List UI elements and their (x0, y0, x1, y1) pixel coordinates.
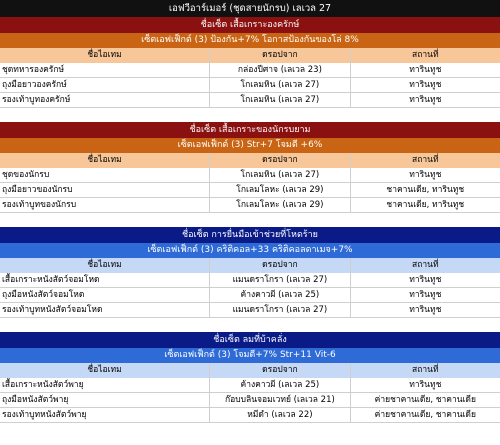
column-header-item: ชื่อไอเทม (87, 50, 122, 60)
item-location: ทารินทูช (350, 273, 500, 287)
item-name: ถุงมือยาวองครักษ์ (2, 80, 67, 90)
set-bonus-banner (0, 138, 500, 153)
item-location: ทารินทูช (350, 378, 500, 392)
page-title (0, 0, 500, 17)
set-name: ชื่อเซ็ต เสื้อเกราะของนักรบยาม (189, 125, 311, 135)
column-header-source: ดรอปจาก (209, 48, 349, 63)
set-name: ชื่อเซ็ต การยื่นมือเข้าช่วยที่โหดร้าย (182, 230, 318, 240)
column-header-row (0, 153, 500, 168)
table-row (0, 63, 500, 78)
set-bonus-banner (0, 348, 500, 363)
set-bonus: เซ็ตเอฟเฟ็กต์ (3) โจมตี+7% Str+11 Vit-6 (164, 350, 336, 360)
section-spacer (0, 108, 500, 122)
set-bonus: เซ็ตเอฟเฟ็กต์ (3) Str+7 โจมตี +6% (177, 140, 323, 150)
table-row (0, 378, 500, 393)
set-section-3 (0, 227, 500, 318)
table-row (0, 273, 500, 288)
set-bonus-banner (0, 243, 500, 258)
item-source: โกเลมหิน (เลเวล 27) (209, 78, 349, 92)
column-header-item: ชื่อไอเทม (87, 260, 122, 270)
item-source: หมีดำ (เลเวล 22) (209, 408, 349, 422)
item-name: รองเท้าบูทของนักรบ (2, 200, 77, 210)
table-row (0, 303, 500, 318)
item-location: ค่ายชาคานเดีย, ชาคานเดีย (350, 408, 500, 422)
item-location: ทารินทูช (350, 93, 500, 107)
item-name: ถุงมือยาวของนักรบ (2, 185, 73, 195)
column-header-source: ดรอปจาก (209, 153, 349, 168)
column-header-location: สถานที่ (350, 258, 500, 273)
set-bonus-banner (0, 33, 500, 48)
set-name-banner (0, 227, 500, 243)
item-source: ค้างคาวผี (เลเวล 25) (209, 378, 349, 392)
item-name: ชุดของนักรบ (2, 170, 50, 180)
column-header-item: ชื่อไอเทม (87, 155, 122, 165)
table-row (0, 93, 500, 108)
set-bonus: เซ็ตเอฟเฟ็กต์ (3) ป้องกัน+7% โอกาสป้องกันของโล่ 8% (141, 35, 359, 45)
set-name: ชื่อเซ็ต เสื้อเกราะองครักษ์ (200, 20, 300, 30)
table-row (0, 78, 500, 93)
item-source: ค้างคาวผี (เลเวล 25) (209, 288, 349, 302)
item-source: โกเลมโลหะ (เลเวล 29) (209, 198, 349, 212)
column-header-row (0, 363, 500, 378)
item-location: ทารินทูช (350, 63, 500, 77)
section-spacer (0, 318, 500, 332)
column-header-source: ดรอปจาก (209, 363, 349, 378)
set-section-1 (0, 17, 500, 108)
table-row (0, 408, 500, 423)
set-name-banner (0, 332, 500, 348)
item-source: แมนดราโกรา (เลเวล 27) (209, 273, 349, 287)
item-location: ค่ายชาคานเดีย, ชาคานเดีย (350, 393, 500, 407)
column-header-location: สถานที่ (350, 363, 500, 378)
set-name-banner (0, 122, 500, 138)
item-name: ถุงมือหนังสัตว์จอมโหด (2, 290, 85, 300)
item-name: เสื้อเกราะหนังสัตว์จอมโหด (2, 275, 100, 285)
item-source: โกเลมหิน (เลเวล 27) (209, 93, 349, 107)
column-header-item: ชื่อไอเทม (87, 365, 122, 375)
item-source: โกเลมหิน (เลเวล 27) (209, 168, 349, 182)
item-name: รองเท้าบูทหนังสัตว์จอมโหด (2, 305, 103, 315)
page-title-text: เอฟวีอาร์เมอร์ (ชุดสายนักรบ) เลเวล 27 (168, 3, 332, 14)
column-header-location: สถานที่ (350, 48, 500, 63)
column-header-source: ดรอปจาก (209, 258, 349, 273)
set-name: ชื่อเซ็ต ลมที่บ้าคลั่ง (213, 335, 287, 345)
column-header-row (0, 48, 500, 63)
item-name: ชุดทหารองครักษ์ (2, 65, 65, 75)
item-name: เสื้อเกราะหนังสัตว์พายุ (2, 380, 84, 390)
item-name: รองเท้าบูทองครักษ์ (2, 95, 71, 105)
set-bonus: เซ็ตเอฟเฟ็กต์ (3) คริติคอล+33 คริติคอลดาเมจ+7% (147, 245, 353, 255)
item-name: ถุงมือหนังสัตว์พายุ (2, 395, 69, 405)
item-name: รองเท้าบูทหนังสัตว์พายุ (2, 410, 87, 420)
table-row (0, 288, 500, 303)
set-name-banner (0, 17, 500, 33)
table-row (0, 393, 500, 408)
item-source: ก๊อบบลินจอมเวทย์ (เลเวล 21) (209, 393, 349, 407)
item-location: ชาคานเดีย, ทารินทูช (350, 183, 500, 197)
table-row (0, 198, 500, 213)
item-source: แมนดราโกรา (เลเวล 27) (209, 303, 349, 317)
set-section-4 (0, 332, 500, 423)
item-location: ทารินทูช (350, 78, 500, 92)
section-spacer (0, 213, 500, 227)
table-row (0, 183, 500, 198)
set-section-2 (0, 122, 500, 213)
column-header-location: สถานที่ (350, 153, 500, 168)
table-row (0, 168, 500, 183)
item-source: กล่องปีศาจ (เลเวล 23) (209, 63, 349, 77)
item-location: ทารินทูช (350, 303, 500, 317)
column-header-row (0, 258, 500, 273)
item-location: ชาคานเดีย, ทารินทูช (350, 198, 500, 212)
item-location: ทารินทูช (350, 288, 500, 302)
item-source: โกเลมโลหะ (เลเวล 29) (209, 183, 349, 197)
item-location: ทารินทูช (350, 168, 500, 182)
